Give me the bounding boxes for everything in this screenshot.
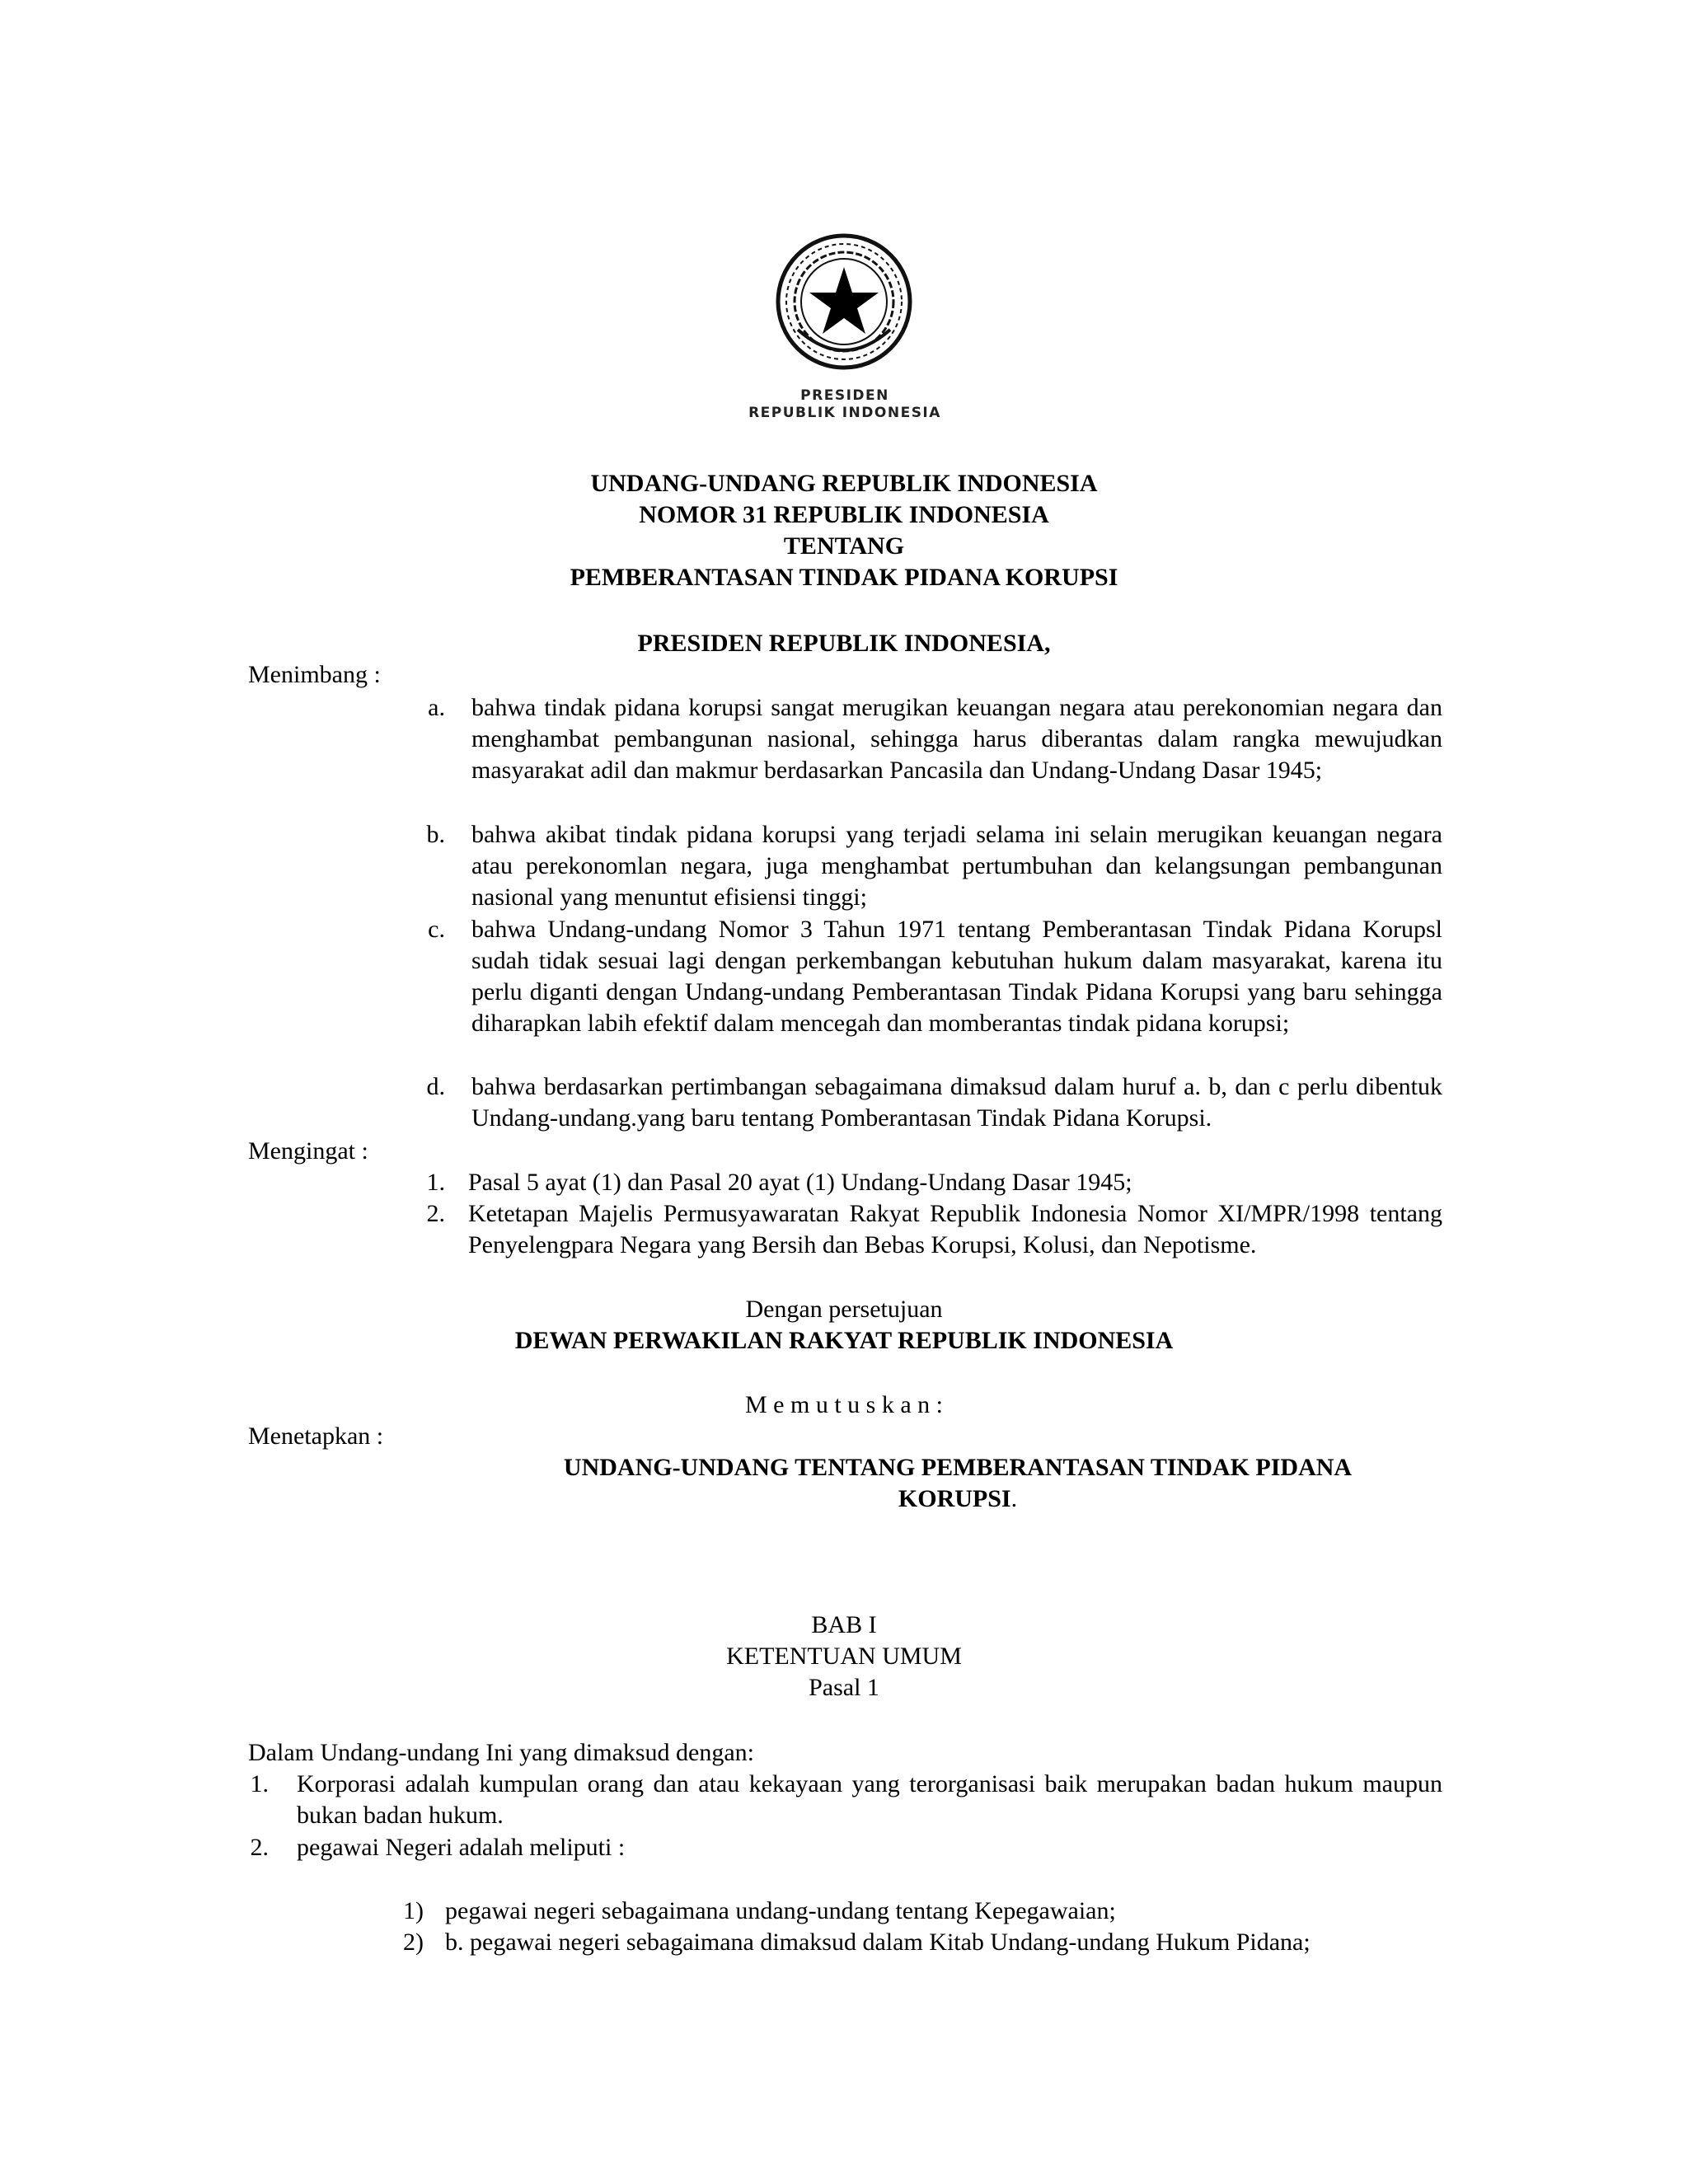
menimbang-label: Menimbang : [248, 661, 381, 688]
menimbang-item-b: bahwa akibat tindak pidana korupsi yang terjadi selama ini selain merugikan keuangan negara atau perekonomlan negara, juga menghambat pertumbuhan dan kelangsungan pembangunan nasional yang menuntut efisiensi tinggi; [471, 821, 1442, 911]
pasal1-item-2: pegawai Negeri adalah meliputi : [297, 1834, 626, 1861]
dpr-heading: DEWAN PERWAKILAN RAKYAT REPUBLIK INDONESIA [514, 1327, 1174, 1354]
emblem-caption-line1: PRESIDEN [800, 387, 889, 404]
menetapkan-text [473, 1452, 1442, 1515]
menetapkan-label: Menetapkan : [248, 1422, 384, 1450]
document-title [432, 468, 1256, 593]
menetapkan-line-1: UNDANG-UNDANG TENTANG PEMBERANTASAN TINDAK PIDANA [563, 1454, 1353, 1481]
title-line-2: NOMOR 31 REPUBLIK INDONESIA [639, 501, 1049, 528]
pasal-number: Pasal 1 [809, 1674, 879, 1701]
mengingat-label: Mengingat : [248, 1137, 368, 1165]
menimbang-item-c-marker: c. [428, 916, 445, 943]
mengingat-item-1: Pasal 5 ayat (1) dan Pasal 20 ayat (1) Undang-Undang Dasar 1945; [468, 1169, 1132, 1196]
menimbang-item-d: bahwa berdasarkan pertimbangan sebagaimana dimaksud dalam huruf a. b, dan c perlu dibentuk Undang-undang.yang baru tentang Pomberantasan Tindak Pidana Korupsi. [471, 1073, 1442, 1132]
pasal1-subitem-2-marker: 2) [403, 1929, 424, 1956]
memutuskan-heading: M e m u t u s k a n : [745, 1391, 943, 1418]
menetapkan-line-2-period: . [1010, 1485, 1018, 1512]
pasal1-subitem-1: pegawai negeri sebagaimana undang-undang tentang Kepegawaian; [445, 1897, 1116, 1924]
title-line-3: TENTANG [783, 532, 905, 560]
mengingat-item-2-marker: 2. [426, 1200, 445, 1227]
title-line-1: UNDANG-UNDANG REPUBLIK INDONESIA [590, 470, 1098, 497]
menetapkan-line-2-text: KORUPSI [898, 1485, 1011, 1512]
persetujuan-line: Dengan persetujuan [745, 1296, 943, 1323]
pasal1-item-1-marker: 1. [250, 1770, 269, 1797]
menimbang-item-a: bahwa tindak pidana korupsi sangat merugikan keuangan negara atau perekonomian negara dan menghambat pembangunan nasional, sehingga harus diberantas dalam rangka mewujudkan masyarakat adil dan makmur berdasarkan Pancasila dan Undang-Undang Dasar 1945; [471, 694, 1442, 784]
menetapkan-line-2 [473, 1483, 1442, 1515]
menimbang-item-c: bahwa Undang-undang Nomor 3 Tahun 1971 tentang Pemberantasan Tindak Pidana Korupsl sudah tidak sesuai lagi dengan perkembangan kebutuhan hukum dalam masyarakat, karena itu perlu diganti dengan Undang-undang Pemberantasan Tindak Pidana Korupsi yang baru sehingga diharapkan labih efektif dalam mencegah dan momberantas tindak pidana korupsi; [471, 916, 1442, 1037]
mengingat-item-2: Ketetapan Majelis Permusyawaratan Rakyat Republik Indonesia Nomor XI/MPR/1998 tentang Penyelengpara Negara yang Bersih dan Bebas Korupsi, Kolusi, dan Nepotisme. [468, 1200, 1442, 1258]
title-line-4: PEMBERANTASAN TINDAK PIDANA KORUPSI [570, 564, 1118, 591]
pasal1-intro: Dalam Undang-undang Ini yang dimaksud dengan: [248, 1739, 755, 1766]
pasal1-item-1: Korporasi adalah kumpulan orang dan atau kekayaan yang terorganisasi baik merupakan badan hukum maupun bukan badan hukum. [297, 1770, 1442, 1829]
bab-title: KETENTUAN UMUM [726, 1643, 962, 1670]
mengingat-item-1-marker: 1. [426, 1169, 445, 1196]
menimbang-item-d-marker: d. [426, 1073, 445, 1100]
menimbang-item-b-marker: b. [426, 821, 445, 848]
pasal1-item-2-marker: 2. [250, 1834, 269, 1861]
pasal1-subitem-1-marker: 1) [403, 1897, 424, 1924]
emblem-caption [692, 387, 997, 422]
bab-number: BAB I [811, 1611, 877, 1638]
garuda-star-emblem-icon [773, 231, 915, 373]
menimbang-item-a-marker: a. [428, 694, 445, 721]
bab-heading [514, 1610, 1174, 1704]
emblem-caption-line2: REPUBLIK INDONESIA [748, 405, 941, 421]
pasal1-subitem-2: b. pegawai negeri sebagaimana dimaksud dalam Kitab Undang-undang Hukum Pidana; [445, 1929, 1311, 1956]
president-heading: PRESIDEN REPUBLIK INDONESIA, [637, 630, 1051, 657]
